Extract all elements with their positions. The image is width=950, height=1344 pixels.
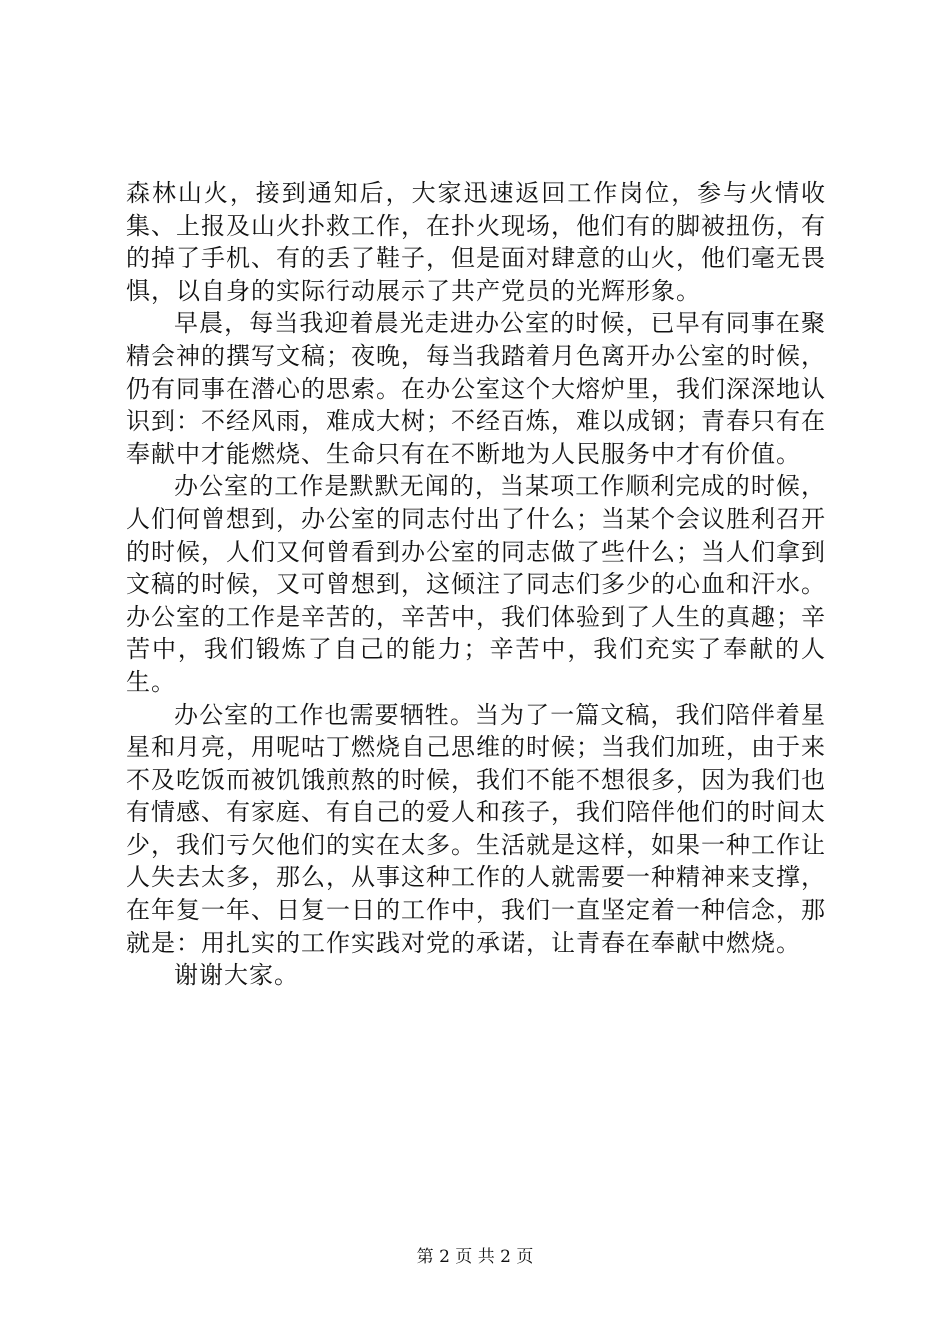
paragraph-3: 办公室的工作是默默无闻的，当某项工作顺利完成的时候，人们何曾想到，办公室的同志付出了什么；当某个会议胜利召开的时候，人们又何曾看到办公室的同志做了些什么；当人们拿到文稿的时候，又可曾想到，这倾注了同志们多少的心血和汗水。办公室的工作是辛苦的，辛苦中，我们体验到了人生的真趣；辛苦中，我们锻炼了自己的能力；辛苦中，我们充实了奉献的人生。: [126, 472, 826, 696]
paragraph-4: 办公室的工作也需要牺牲。当为了一篇文稿，我们陪伴着星星和月亮，用呢咕丁燃烧自己思维的时候；当我们加班，由于来不及吃饭而被饥饿煎熬的时候，我们不能不想很多，因为我们也有情感、有家庭、有自己的爱人和孩子，我们陪伴他们的时间太少，我们亏欠他们的实在太多。生活就是这样，如果一种工作让人失去太多，那么，从事这种工作的人就需要一种精神来支撑，在年复一年、日复一日的工作中，我们一直坚定着一种信念，那就是：用扎实的工作实践对党的承诺，让青春在奉献中燃烧。: [126, 700, 826, 957]
document-body: [126, 177, 826, 992]
paragraph-1: 森林山火，接到通知后，大家迅速返回工作岗位，参与火情收集、上报及山火扑救工作，在扑火现场，他们有的脚被扭伤，有的掉了手机、有的丢了鞋子，但是面对肆意的山火，他们毫无畏惧，以自身的实际行动展示了共产党员的光辉形象。: [126, 179, 826, 305]
paragraph-2: 早晨，每当我迎着晨光走进办公室的时候，已早有同事在聚精会神的撰写文稿；夜晚，每当我踏着月色离开办公室的时候，仍有同事在潜心的思索。在办公室这个大熔炉里，我们深深地认识到：不经风雨，难成大树；不经百炼，难以成钢；青春只有在奉献中才能燃烧、生命只有在不断地为人民服务中才有价值。: [126, 309, 826, 468]
page-number-footer: 第 2 页 共 2 页: [416, 1247, 534, 1267]
paragraph-5: 谢谢大家。: [174, 961, 299, 990]
